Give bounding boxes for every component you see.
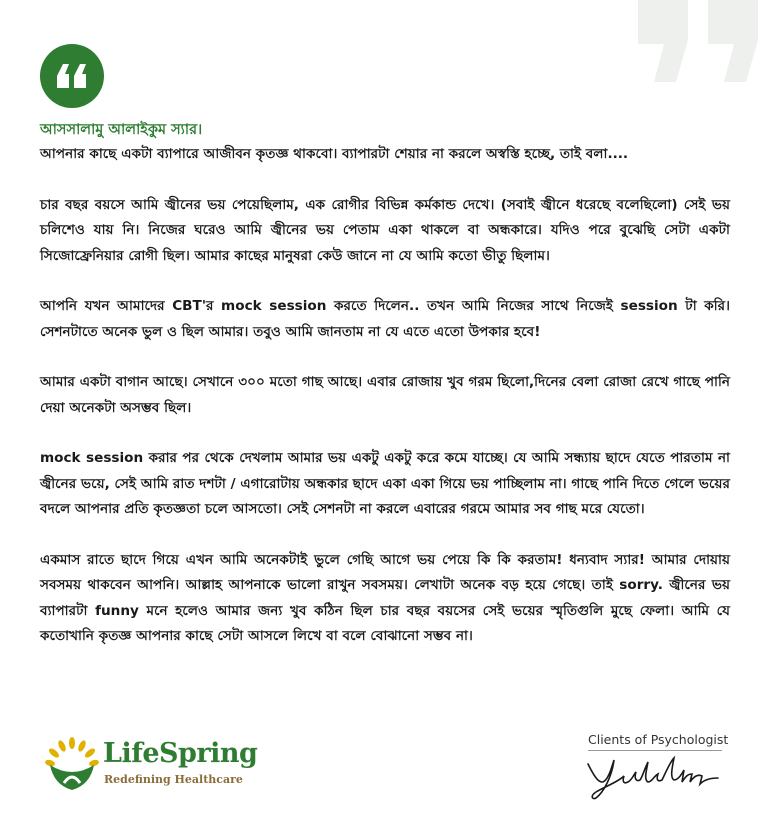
brand-tagline: Redefining Healthcare: [104, 773, 243, 786]
paragraph: চার বছর বয়সে আমি জ্বীনের ভয় পেয়েছিলাম, এক রোগীর বিভিন্ন কর্মকান্ড দেখে। (সবাই জ্বীনে ধরেছে বলেছিলো) সেই ভয় চলিশেও যায় নি। নিজের ঘরেও আমি জ্বীনের ভয় পেতাম একা থাকলে বা অন্ধকারে। যদিও পরে বুঝেছি সেটা একটা সিজোফ্রেনিয়ার রোগী ছিল। আমার কাছের মানুষরা কেউ জানে না যে আমি কতো ভীতু ছিলাম।: [40, 196, 730, 264]
paragraph: mock session করার পর থেকে দেখলাম আমার ভয় একটু একটু করে কমে যাচ্ছে। যে আমি সন্ধ্যায় ছাদে যেতে পারতাম না জ্বীনের ভয়ে, সেই আমি রাত দশটা / এগারোটায় অন্ধকার ছাদে একা একা গিয়ে ভয় পাচ্ছিলাম না। গাছে পানি দিতে গেলে ভয়ের বদলে আপনার প্রতি কৃতজ্ঞতা চলে আসতো। সেই সেশনটা না করলে এবারের গরমে আমার সব গাছ মরে যেতো।: [40, 450, 730, 517]
paragraph: আপনি যখন আমাদের CBT'র mock session করতে দিলেন.. তখন আমি নিজের সাথে নিজেই session টা করি। সেশনটাতে অনেক ভুল ও ছিল আমার। তবুও আমি জানতাম না যে এতে এতো উপকার হবে!: [40, 298, 730, 340]
quote-badge: [40, 44, 104, 108]
paragraph: আপনার কাছে একটা ব্যাপারে আজীবন কৃতজ্ঞ থাকবো। ব্যাপারটা শেয়ার না করলে অস্বস্তি হচ্ছে, তাই বলা....: [40, 146, 629, 162]
greeting: আসসালামু আলাইকুম স্যার।: [40, 122, 203, 138]
quote-open-icon: [55, 62, 89, 90]
brand-name: LifeSpring: [103, 738, 258, 769]
paragraph: একমাস রাতে ছাদে গিয়ে এখন আমি অনেকটাই ভুলে গেছি আগে ভয় পেয়ে কি কি করতাম! ধন্যবাদ স্যার! আমার দোয়ায় সবসময় থাকবেন আপনি। আল্লাহ আপনাকে ভালো রাখুন সবসময়। লেখাটা অনেক বড় হয়ে গেছে। তাই sorry. জ্বীনের ভয় ব্যাপারটা funny মনে হলেও আমার জন্য খুব কঠিন ছিল চার বছর বয়সের সেই ভয়ের স্মৃতিগুলি মুছে ফেলা। আমি যে কতোখানি কৃতজ্ঞ আপনার কাছে সেটা আসলে লিখে বা বলে বোঝানো সম্ভব না।: [40, 551, 730, 644]
client-label: Clients of Psychologist: [588, 732, 729, 747]
lifespring-logo-icon: [44, 735, 100, 791]
signature: [578, 752, 728, 802]
divider: [588, 750, 722, 751]
quote-close-icon: [636, 0, 766, 82]
letter-body: [40, 142, 730, 675]
paragraph: আমার একটা বাগান আছে। সেখানে ৩০০ মতো গাছ আছে। এবার রোজায় খুব গরম ছিলো,দিনের বেলা রোজা রেখে গাছে পানি দেয়া অনেকটা অসম্ভব ছিল।: [40, 374, 730, 416]
